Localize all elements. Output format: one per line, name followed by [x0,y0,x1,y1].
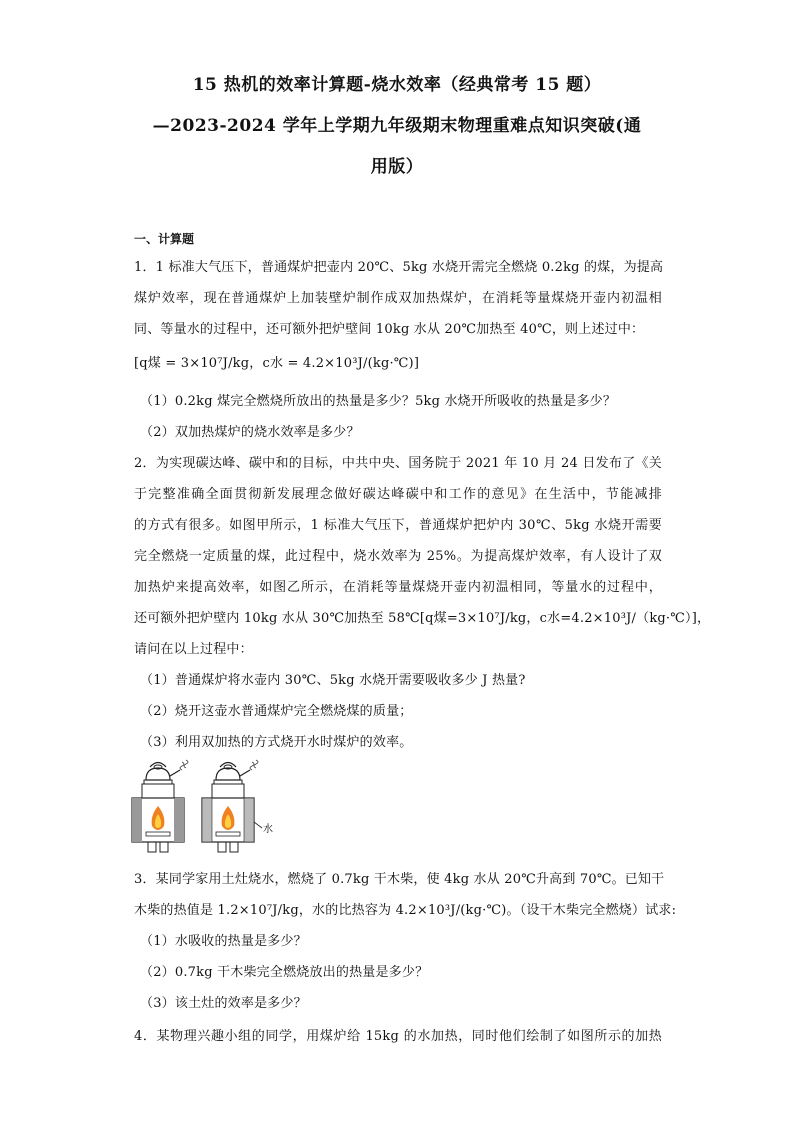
q3-line-2: 木柴的热值是 1.2×10⁷J/kg，水的比热容为 4.2×10³J/(kg·℃)。（设干木柴完全燃烧）试求: [134,903,677,918]
stove-figure [128,758,288,858]
q1-formula: [q煤 = 3×10⁷J/kg，c水 = 4.2×10³J/(kg·℃)] [134,356,420,371]
q3-sub-3: （3）该土灶的效率是多少？ [140,996,307,1011]
q2-line-5: 加热炉来提高效率，如图乙所示，在消耗等量煤烧开壶内初温相同，等量水的过程中， [134,580,662,595]
q1-sub-2: （2）双加热煤炉的烧水效率是多少？ [140,425,360,440]
q2-line-4: 完全燃烧一定质量的煤，此过程中，烧水效率为 25%。为提高煤炉效率，有人设计了双 [134,549,662,564]
q1-line-1: 1．1 标准大气压下，普通煤炉把壶内 20℃、5kg 水烧开需完全燃烧 0.2kg 的煤，为提高 [134,260,664,275]
q2-line-7: 请问在以上过程中： [134,642,253,657]
figure-water-label: 水 [263,824,273,835]
q1-line-2: 煤炉效率，现在普通煤炉上加装壁炉制作成双加热煤炉，在消耗等量煤烧开壶内初温相 [134,291,662,306]
stove-b [202,760,262,852]
q2-sub-3: （3）利用双加热的方式烧开水时煤炉的效率。 [140,735,413,750]
q2-line-2: 于完整准确全面贯彻新发展理念做好碳达峰碳中和工作的意见》在生活中，节能减排 [134,487,662,502]
q4-line-1: 4．某物理兴趣小组的同学，用煤炉给 15kg 的水加热，同时他们绘制了如图所示的加热 [134,1029,662,1044]
title-line-1: 15 热机的效率计算题-烧水效率（经典常考 15 题） [192,75,602,95]
q2-line-3: 的方式有很多。如图甲所示，1 标准大气压下，普通煤炉把炉内 30℃、5kg 水烧开需要 [134,518,662,533]
section-heading: 一、计算题 [134,232,195,246]
q3-sub-2: （2）0.7kg 干木柴完全燃烧放出的热量是多少？ [140,965,429,980]
q1-line-3: 同、等量水的过程中，还可额外把炉壁间 10kg 水从 20℃加热至 40℃，则上述过中： [134,322,645,337]
q2-line-6: 还可额外把炉壁内 10kg 水从 30℃加热至 58℃[q煤=3×10⁷J/kg，c水=4.2×10³J/（kg·℃）]， [134,611,711,626]
q2-sub-2: （2）烧开这壶水普通煤炉完全燃烧煤的质量； [140,704,413,719]
title-line-3: 用版） [370,157,424,177]
stove-a [132,760,188,852]
q3-line-1: 3．某同学家用土灶烧水，燃烧了 0.7kg 干木柴，使 4kg 水从 20℃升高到 70℃。已知干 [134,872,665,887]
q2-sub-1: （1）普通煤炉将水壶内 30℃、5kg 水烧开需要吸收多少 J 热量? [140,673,526,688]
q3-sub-1: （1）水吸收的热量是多少？ [140,934,307,949]
q1-sub-1: （1）0.2kg 煤完全燃烧所放出的热量是多少？5kg 水烧开所吸收的热量是多少？ [140,394,617,409]
title-line-2: —2023-2024 学年上学期九年级期末物理重难点知识突破(通 [152,116,642,136]
q2-line-1: 2．为实现碳达峰、碳中和的目标，中共中央、国务院于 2021 年 10 月 24 日发布了《关 [134,456,662,471]
